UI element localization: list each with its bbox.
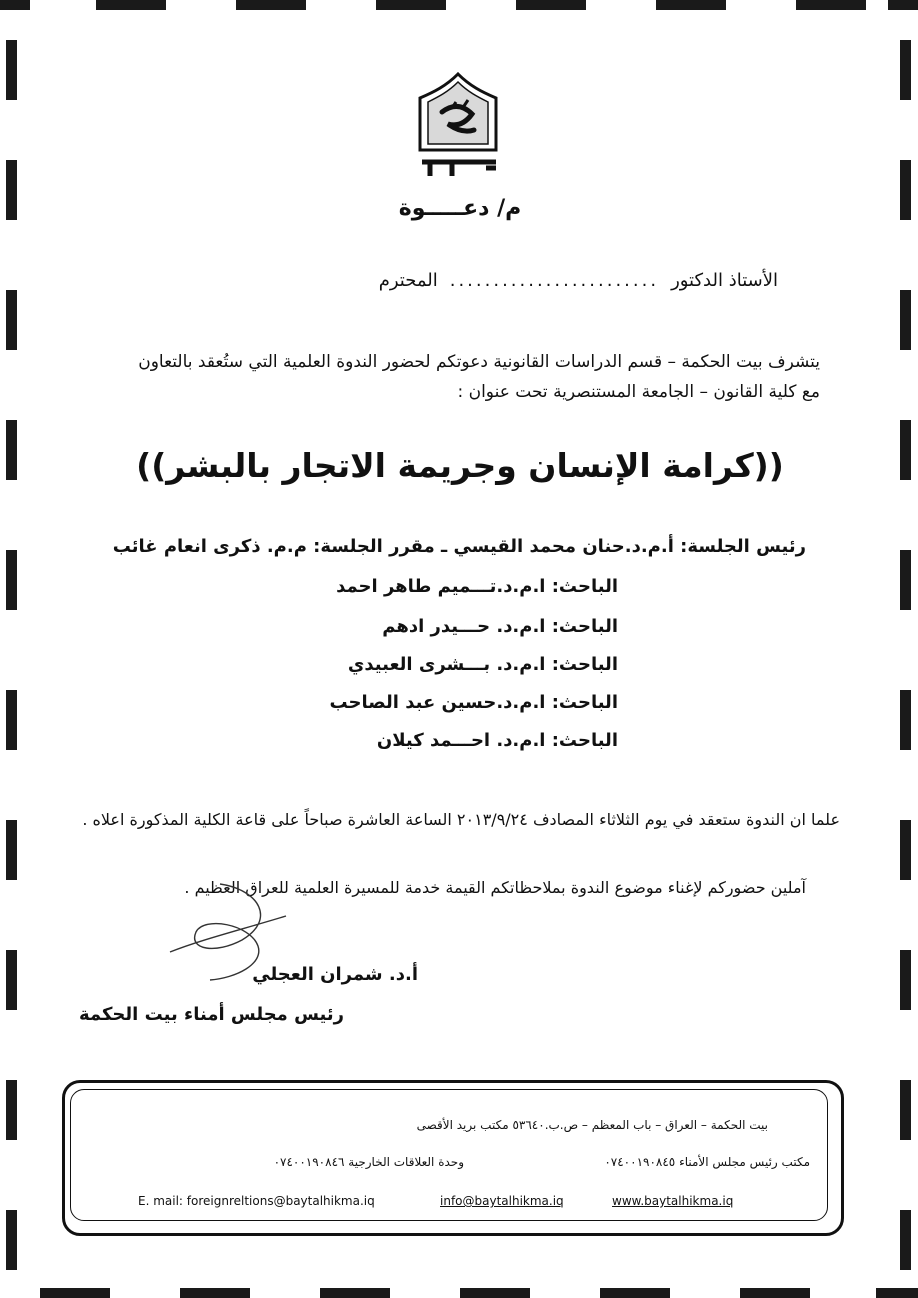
- session-chair-line: رئيس الجلسة: أ.م.د.حنان محمد القيسي ـ مقرر الجلسة: م.م. ذكرى انعام غائب: [112, 536, 806, 557]
- addressee-label: الأستاذ الدكتور: [671, 270, 778, 291]
- border-dash: [40, 1288, 110, 1298]
- subject-line: م/ دعـــــوة: [398, 196, 522, 221]
- intro-line-1: يتشرف بيت الحكمة – قسم الدراسات القانونية دعوتكم لحضور الندوة العلمية التي ستُعقد بالتعاون: [138, 352, 820, 372]
- border-dash: [796, 0, 866, 10]
- researcher-4: الباحث: ا.م.د.حسين عبد الصاحب: [329, 692, 618, 713]
- border-dash: [6, 950, 17, 1010]
- footer-chairman-office: مكتب رئيس مجلس الأمناء ٠٧٤٠٠١٩٠٨٤٥: [604, 1155, 810, 1169]
- border-dash: [376, 0, 446, 10]
- border-dash: [6, 550, 17, 610]
- seminar-title: ((كرامة الإنسان وجريمة الاتجار بالبشر)): [136, 446, 784, 485]
- border-dash: [900, 690, 911, 750]
- border-dash: [900, 160, 911, 220]
- border-dash: [96, 0, 166, 10]
- footer-address: بيت الحكمة – العراق – باب المعظم – ص.ب.٥٣٦٤٠ مكتب بريد الأقصى: [416, 1118, 768, 1132]
- border-dash: [900, 40, 911, 100]
- border-dash: [900, 1210, 911, 1270]
- bayt-al-hikma-logo: [412, 72, 504, 182]
- signatory-title: رئيس مجلس أمناء بيت الحكمة: [78, 1004, 344, 1025]
- border-dash: [888, 0, 918, 10]
- border-dash: [876, 1288, 918, 1298]
- closing-wish: آملين حضوركم لإغناء موضوع الندوة بملاحظاتكم القيمة خدمة للمسيرة العلمية للعراق العظيم .: [184, 878, 806, 897]
- border-dash: [236, 0, 306, 10]
- border-dash: [900, 290, 911, 350]
- border-dash: [6, 290, 17, 350]
- intro-paragraph: [80, 348, 820, 408]
- border-dash: [900, 420, 911, 480]
- footer-foreign-relations: وحدة العلاقات الخارجية ٠٧٤٠٠١٩٠٨٤٦: [273, 1155, 464, 1169]
- border-dash: [6, 160, 17, 220]
- border-dash: [460, 1288, 530, 1298]
- researcher-2: الباحث: ا.م.د. حـــيدر ادهم: [382, 616, 618, 637]
- border-dash: [900, 950, 911, 1010]
- border-dash: [0, 0, 30, 10]
- researcher-5: الباحث: ا.م.د. احـــمد كيلان: [376, 730, 618, 751]
- addressee-line: [138, 270, 778, 291]
- border-dash: [6, 40, 17, 100]
- border-dash: [6, 1210, 17, 1270]
- researcher-1: الباحث: ا.م.د.تـــميم طاهر احمد: [336, 576, 618, 597]
- footer-email: E. mail: foreignreltions@baytalhikma.iq: [138, 1194, 375, 1208]
- footer-website-link[interactable]: www.baytalhikma.iq: [612, 1194, 734, 1208]
- border-dash: [180, 1288, 250, 1298]
- border-dash: [900, 550, 911, 610]
- border-dash: [600, 1288, 670, 1298]
- border-dash: [6, 1080, 17, 1140]
- footer-info-email-link[interactable]: info@baytalhikma.iq: [440, 1194, 564, 1208]
- border-dash: [6, 420, 17, 480]
- border-dash: [740, 1288, 810, 1298]
- researcher-3: الباحث: ا.م.د. بـــشرى العبيدي: [347, 654, 618, 675]
- border-dash: [900, 820, 911, 880]
- signatory-name: أ.د. شمران العجلي: [252, 964, 418, 985]
- border-dash: [6, 690, 17, 750]
- border-dash: [320, 1288, 390, 1298]
- seminar-date-notice: علما ان الندوة ستعقد في يوم الثلاثاء المصادف ٢٠١٣/٩/٢٤ الساعة العاشرة صباحاً على قاعة الكلية المذكورة اعلاه .: [82, 810, 840, 829]
- border-dash: [656, 0, 726, 10]
- addressee-honorific: المحترم: [378, 270, 438, 291]
- border-dash: [6, 820, 17, 880]
- addressee-dots: ........................: [449, 270, 660, 291]
- intro-line-2: مع كلية القانون – الجامعة المستنصرية تحت عنوان :: [457, 381, 820, 402]
- border-dash: [516, 0, 586, 10]
- border-dash: [900, 1080, 911, 1140]
